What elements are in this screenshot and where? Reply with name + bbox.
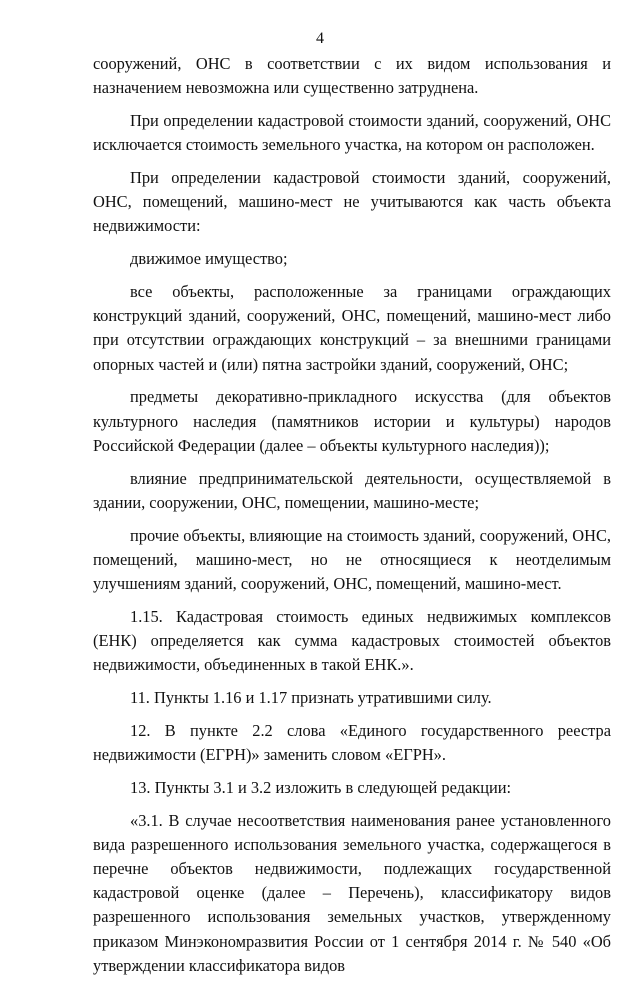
document-body [93, 52, 611, 987]
paragraph: сооружений, ОНС в соответствии с их видом использования и назначением невозможна или существенно затруднена. [93, 54, 611, 98]
list-item: прочие объекты, влияющие на стоимость зданий, сооружений, ОНС, помещений, машино-мест, но не относящиеся к неотделимым улучшениям зданий, сооружений, ОНС, помещений, машино-мест. [93, 525, 611, 594]
paragraph: При определении кадастровой стоимости зданий, сооружений, ОНС, помещений, машино-мест не учитываются как часть объекта недвижимости: [93, 168, 611, 236]
list-item: влияние предпринимательской деятельности, осуществляемой в здании, сооружении, ОНС, помещении, машино-месте; [93, 468, 611, 512]
paragraph: При определении кадастровой стоимости зданий, сооружений, ОНС исключается стоимость земельного участка, на котором он расположен. [93, 111, 611, 155]
paragraph: 12. В пункте 2.2 слова «Единого государственного реестра недвижимости (ЕГРН)» заменить словом «ЕГРН». [93, 720, 611, 765]
list-item: предметы декоративно-прикладного искусства (для объектов культурного наследия (памятников истории и культуры) народов Российской Федерации (далее – объекты культурного наследия)); [93, 387, 611, 455]
list-item: все объекты, расположенные за границами ограждающих конструкций зданий, сооружений, ОНС, помещений, машино-мест либо при отсутствии ограждающих конструкций – за внешними границами опорных частей и (или) пятна застройки зданий, сооружений, ОНС; [93, 282, 611, 374]
paragraph: 1.15. Кадастровая стоимость единых недвижимых комплексов (ЕНК) определяется как сумма кадастровых стоимостей объектов недвижимости, объединенных в такой ЕНК.». [93, 606, 611, 675]
list-item: движимое имущество; [130, 249, 288, 269]
paragraph: 11. Пункты 1.16 и 1.17 признать утратившими силу. [130, 688, 492, 708]
paragraph: «3.1. В случае несоответствия наименования ранее установленного вида разрешенного использования земельного участка, содержащегося в перечне объектов недвижимости, подлежащих государственной кадастровой оценке (далее – Перечень), классификатору видов разрешенного использования земельных участков, утвержденному приказом Минэкономразвития России от 1 сентября 2014 г. № 540 «Об утверждении классификатора видов [93, 810, 611, 975]
page-number: 4 [316, 30, 324, 47]
paragraph: 13. Пункты 3.1 и 3.2 изложить в следующей редакции: [130, 777, 512, 797]
